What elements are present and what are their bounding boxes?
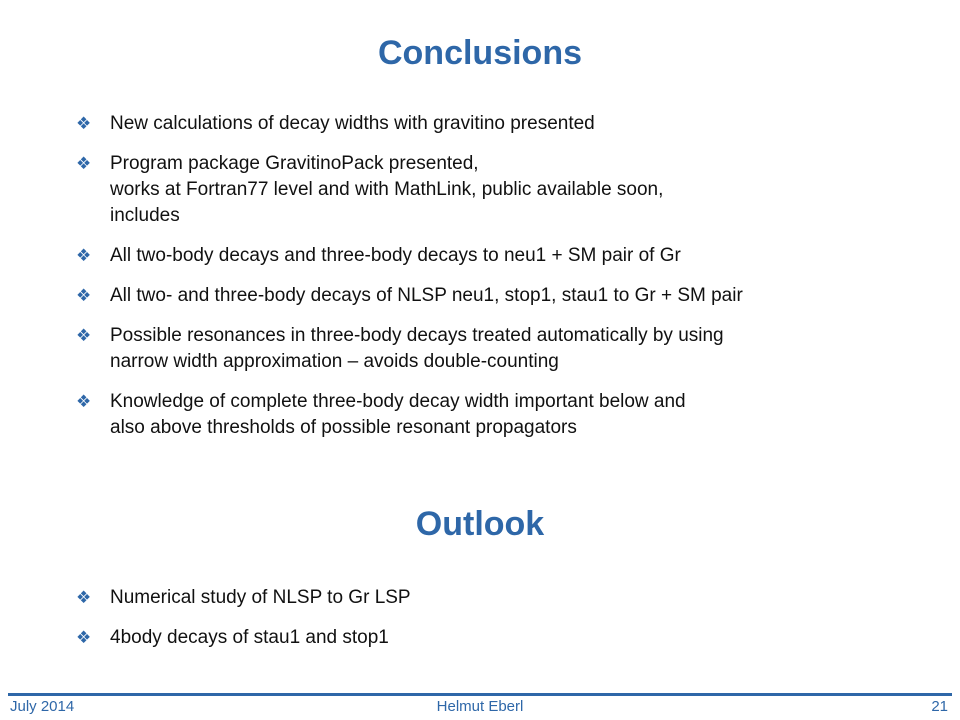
bullet-text: Possible resonances in three-body decays treated automatically by using — [110, 325, 724, 346]
diamond-bullet-icon: ❖ — [76, 286, 92, 305]
diamond-bullet-icon: ❖ — [76, 392, 92, 411]
bullet-text: 4body decays of stau1 and stop1 — [110, 627, 389, 648]
list-item — [76, 151, 936, 229]
diamond-bullet-icon: ❖ — [76, 326, 92, 345]
list-item — [76, 111, 936, 137]
diamond-bullet-icon: ❖ — [76, 588, 92, 607]
list-item — [76, 283, 936, 309]
bullet-text: All two-body decays and three-body decays to neu1 + SM pair of Gr — [110, 245, 681, 266]
list-item — [76, 389, 936, 441]
diamond-bullet-icon: ❖ — [76, 246, 92, 265]
list-item — [76, 625, 936, 651]
bullet-text: includes — [110, 205, 180, 226]
bullet-text: All two- and three-body decays of NLSP neu1, stop1, stau1 to Gr + SM pair — [110, 285, 743, 306]
page-number: 21 — [931, 698, 948, 715]
bullet-text: Knowledge of complete three-body decay width important below and — [110, 391, 686, 412]
bullet-text: narrow width approximation – avoids double-counting — [110, 351, 559, 372]
diamond-bullet-icon: ❖ — [76, 114, 92, 133]
list-item — [76, 243, 936, 269]
bullet-text: works at Fortran77 level and with MathLink, public available soon, — [110, 179, 664, 200]
footer-author: Helmut Eberl — [436, 698, 524, 715]
bullet-text: also above thresholds of possible resonant propagators — [110, 417, 577, 438]
diamond-bullet-icon: ❖ — [76, 154, 92, 173]
bullet-text: New calculations of decay widths with gravitino presented — [110, 113, 595, 134]
conclusions-list — [76, 111, 936, 441]
list-item — [76, 585, 936, 611]
slide-title: Conclusions — [377, 34, 583, 72]
bullet-text: Program package GravitinoPack presented, — [110, 153, 479, 174]
bullet-text: Numerical study of NLSP to Gr LSP — [110, 587, 411, 608]
footer-date: July 2014 — [10, 698, 75, 715]
outlook-title: Outlook — [415, 505, 545, 543]
outlook-list — [76, 585, 936, 651]
footer-divider — [8, 693, 952, 696]
diamond-bullet-icon: ❖ — [76, 628, 92, 647]
list-item — [76, 323, 936, 375]
